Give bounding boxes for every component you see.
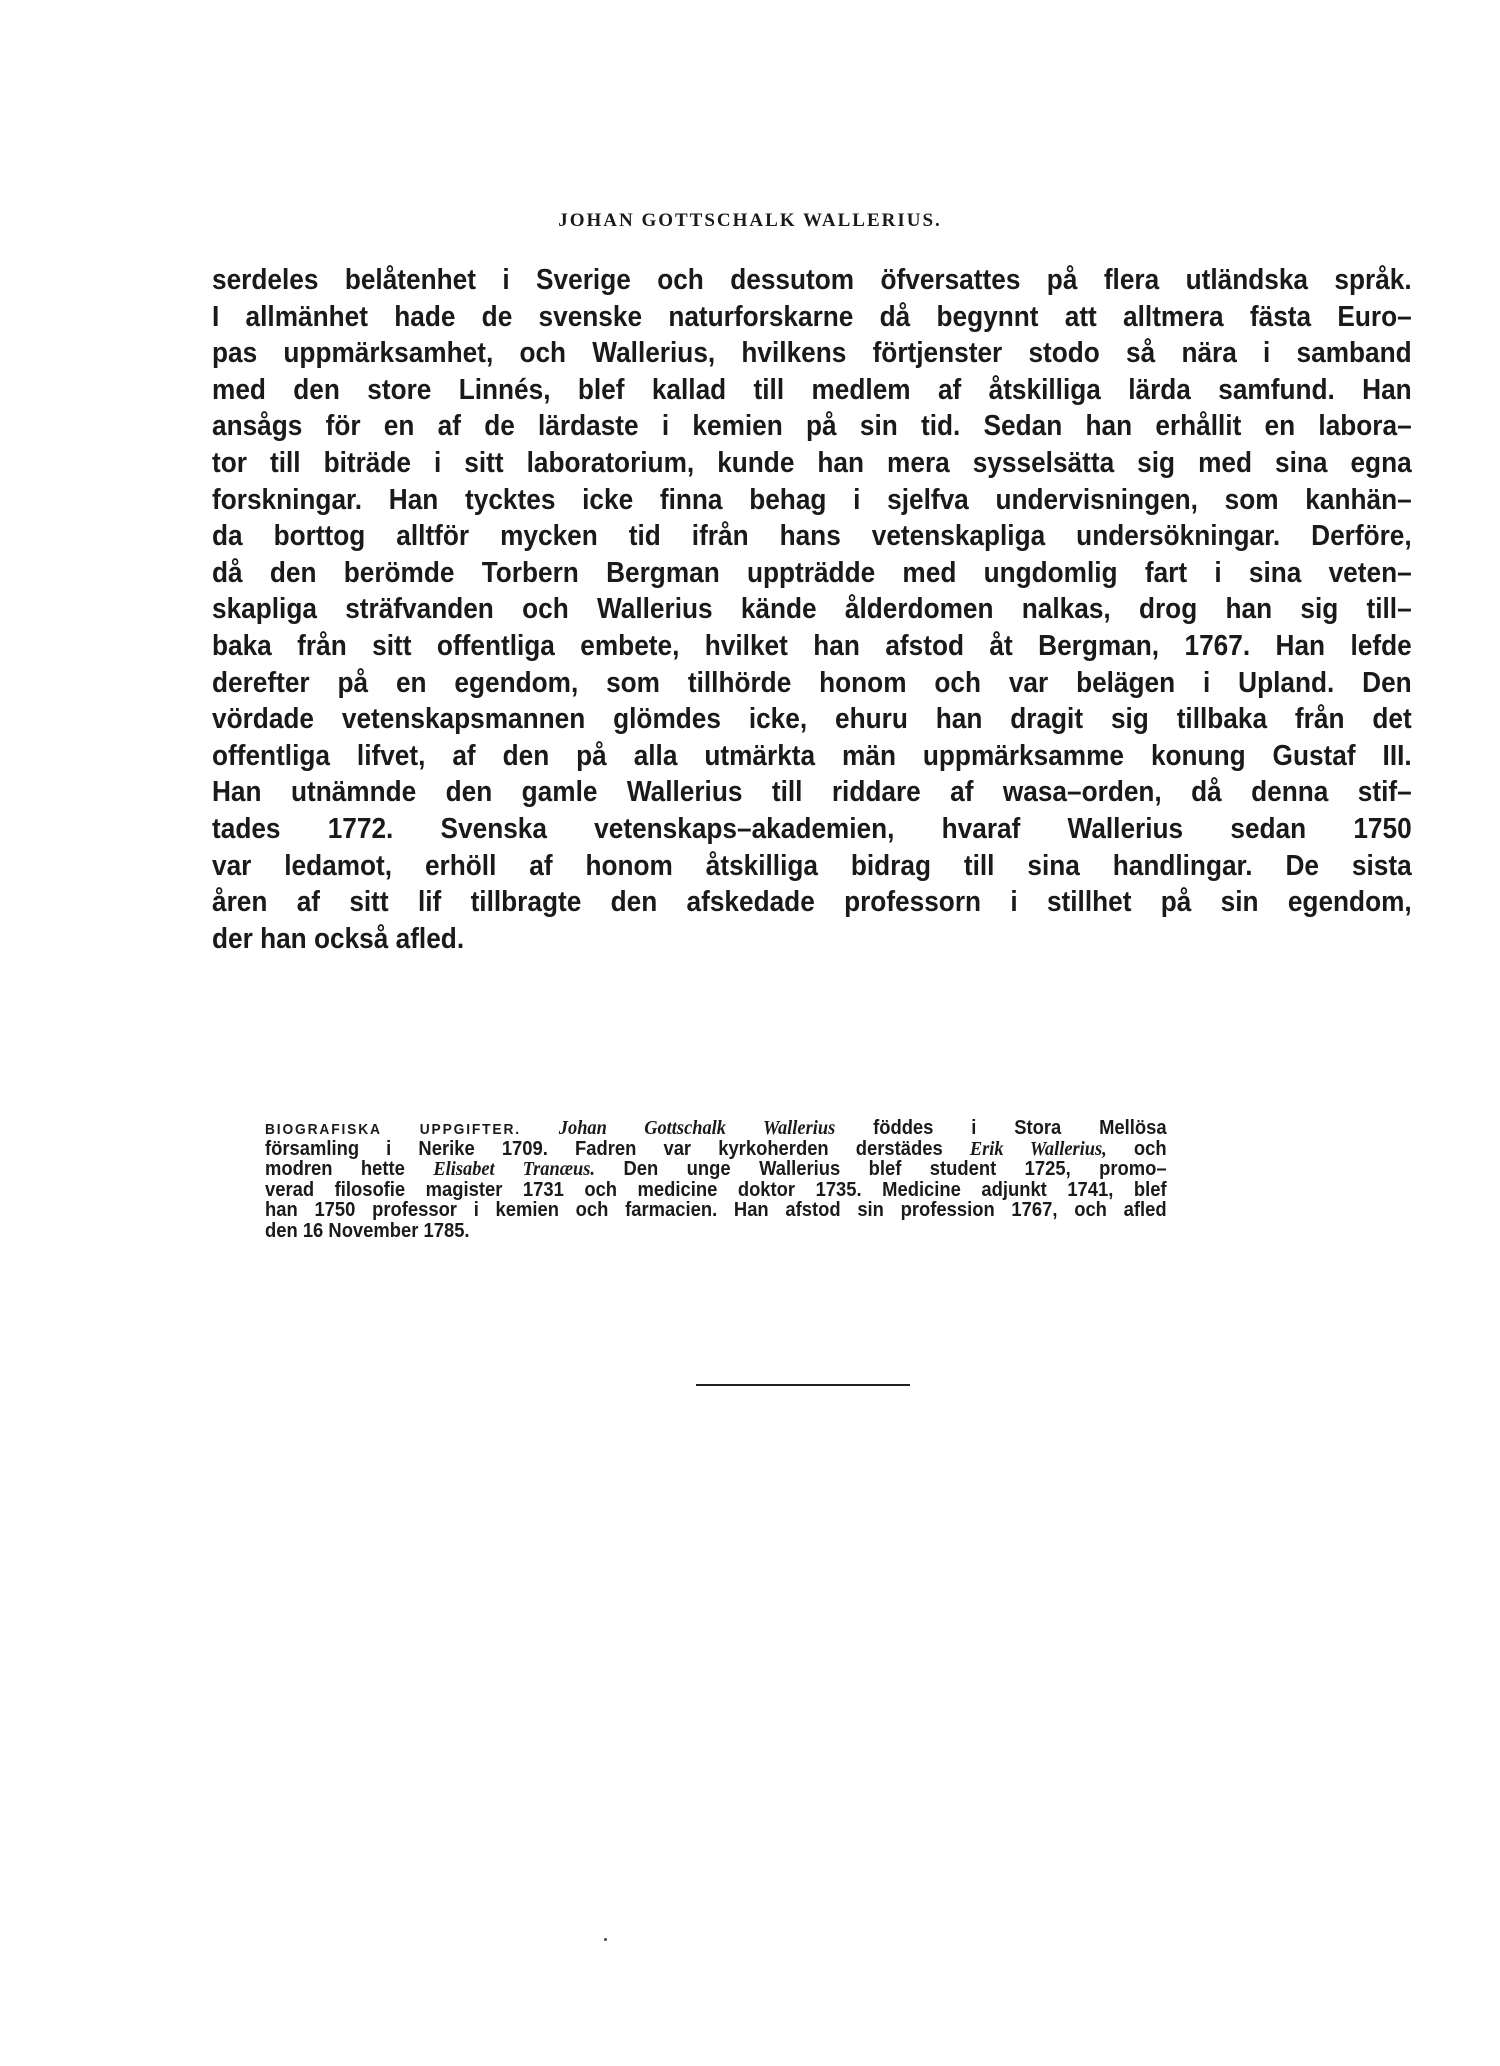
body-line: då den berömde Torbern Bergman uppträdde med ungdomlig fart i sina veten– xyxy=(212,556,1412,589)
note-line xyxy=(265,1139,1167,1160)
body-line: I allmänhet hade de svenske naturforskarne då begynnt att alltmera fästa Euro– xyxy=(212,300,1412,333)
body-line: derefter på en egendom, som tillhörde honom och var belägen i Upland. Den xyxy=(212,666,1412,699)
body-paragraph xyxy=(212,262,1412,957)
note-line: han 1750 professor i kemien och farmacien. Han afstod sin profession 1767, och afled xyxy=(265,1199,1167,1222)
note-text: församling i Nerike 1709. Fadren var kyrkoherden derstädes xyxy=(265,1137,943,1160)
body-line: pas uppmärksamhet, och Wallerius, hvilkens förtjenster stodo så nära i samband xyxy=(212,337,1412,370)
body-line: serdeles belåtenhet i Sverige och dessutom öfversattes på flera utländska språk. xyxy=(212,264,1412,296)
section-divider xyxy=(696,1384,910,1386)
biographical-notes xyxy=(265,1118,1165,1242)
note-line xyxy=(265,1118,1167,1139)
note-text: föddes i Stora Mellösa xyxy=(873,1117,1167,1139)
father-name: Erik Wallerius, xyxy=(969,1137,1107,1160)
body-line: baka från sitt offentliga embete, hvilket han afstod åt Bergman, 1767. Han lefde xyxy=(212,629,1412,662)
note-text: Den unge Wallerius blef student 1725, promo– xyxy=(623,1158,1167,1181)
body-line: med den store Linnés, blef kallad till medlem af åtskilliga lärda samfund. Han xyxy=(212,373,1412,406)
body-line: ansågs för en af de lärdaste i kemien på sin tid. Sedan han erhållit en labora– xyxy=(212,410,1412,443)
notes-label: BIOGRAFISKA UPPGIFTER. xyxy=(265,1121,521,1138)
note-text: modren hette xyxy=(265,1158,405,1181)
body-line: forskningar. Han tycktes icke finna behag i sjelfva undervisningen, som kanhän– xyxy=(212,483,1412,516)
body-line: da borttog alltför mycken tid ifrån hans vetenskapliga undersökningar. Derföre, xyxy=(212,520,1412,553)
body-line: skapliga sträfvanden och Wallerius kände ålderdomen nalkas, drog han sig till– xyxy=(212,593,1412,626)
body-line: der han också afled. xyxy=(212,922,465,955)
body-line: offentliga lifvet, af den på alla utmärkta män uppmärksamme konung Gustaf III. xyxy=(212,739,1412,772)
body-line: åren af sitt lif tillbragte den afskedade professorn i stillhet på sin egendom, xyxy=(212,886,1412,919)
subject-name: Johan Gottschalk Wallerius xyxy=(558,1117,836,1139)
note-line: den 16 November 1785. xyxy=(265,1219,470,1242)
note-line: verad filosofie magister 1731 och medicine doktor 1735. Medicine adjunkt 1741, blef xyxy=(265,1178,1167,1201)
note-text: och xyxy=(1133,1137,1167,1160)
running-title: JOHAN GOTTSCHALK WALLERIUS. xyxy=(558,210,942,231)
body-line: vördade vetenskapsmannen glömdes icke, ehuru han dragit sig tillbaka från det xyxy=(212,703,1412,736)
body-line: tor till biträde i sitt laboratorium, kunde han mera sysselsätta sig med sina egna xyxy=(212,446,1412,479)
mother-name: Elisabet Tranæus. xyxy=(433,1158,596,1181)
body-line: Han utnämnde den gamle Wallerius till riddare af wasa–orden, då denna stif– xyxy=(212,776,1412,809)
body-line: tades 1772. Svenska vetenskaps–akademien, hvaraf Wallerius sedan 1750 xyxy=(212,812,1412,845)
print-speck xyxy=(604,1938,607,1941)
note-line xyxy=(265,1159,1167,1180)
body-line: var ledamot, erhöll af honom åtskilliga bidrag till sina handlingar. De sista xyxy=(212,849,1412,882)
